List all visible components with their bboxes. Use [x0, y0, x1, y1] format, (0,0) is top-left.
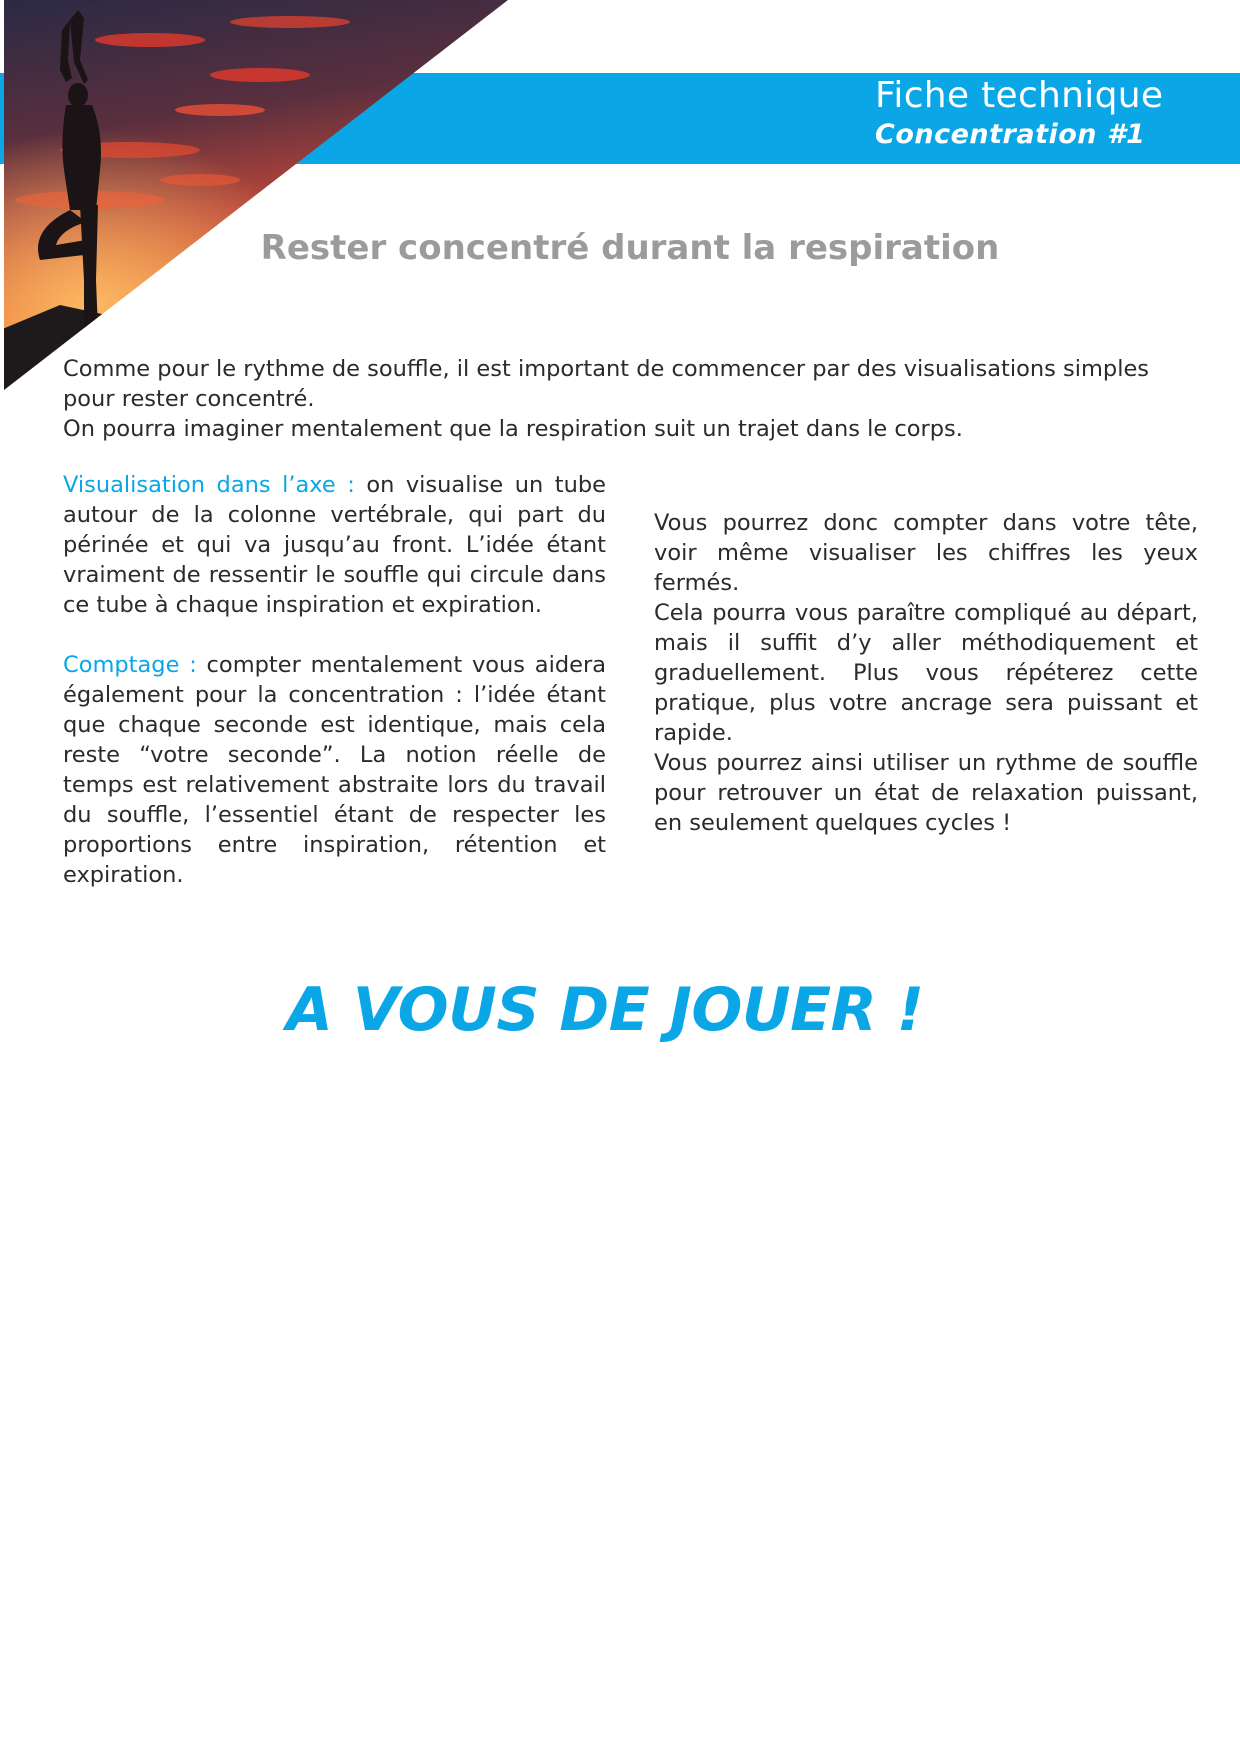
intro-paragraph-2: On pourra imaginer mentalement que la respiration suit un trajet dans le corps. — [63, 416, 963, 442]
right-paragraph-1: Vous pourrez donc compter dans votre tête, voir même visualiser les chiffres les yeux fermés. — [654, 510, 1198, 596]
count-paragraph — [63, 650, 606, 890]
right-column — [654, 508, 1198, 838]
header-title: Fiche technique — [875, 75, 1164, 116]
axis-keyword: Visualisation dans l’axe : — [63, 472, 355, 498]
yoga-photo — [0, 0, 510, 392]
header-title-block — [875, 74, 1235, 152]
right-paragraph-3: Vous pourrez ainsi utiliser un rythme de souffle pour retrouver un état de relaxation puissant, en seulement quelques cycles ! — [654, 750, 1198, 836]
yoga-tree-pose-icon — [0, 0, 510, 392]
count-text: compter mentalement vous aidera également pour la concentration : l’idée étant que chaque seconde est identique, mais cela reste “votre seconde”. La notion réelle de temps est relativement abstraite lors du travail du souffle, l’essentiel étant de respecter les proportions entre inspiration, rétention et expiration. — [63, 652, 606, 888]
page-title: Rester concentré durant la respiration — [260, 228, 1000, 268]
left-column — [63, 470, 606, 890]
intro-paragraph-1: Comme pour le rythme de souffle, il est important de commencer par des visualisations simples pour rester concentré. — [63, 356, 1150, 412]
axis-paragraph — [63, 470, 606, 620]
intro-text — [63, 354, 1203, 444]
right-paragraph-2: Cela pourra vous paraître compliqué au départ, mais il suffit d’y aller méthodiquement et graduellement. Plus vous répéterez cette pratique, plus votre ancrage sera puissant et rapide. — [654, 600, 1198, 746]
call-to-action: A VOUS DE JOUER ! — [286, 975, 924, 1045]
axis-text: on visualise un tube autour de la colonne vertébrale, qui part du périnée et qui va jusqu’au front. L’idée étant vraiment de ressentir le souffle qui circule dans ce tube à chaque inspiration et expiration. — [63, 472, 606, 618]
header-subtitle: Concentration #1 — [875, 119, 1146, 150]
count-keyword: Comptage : — [63, 652, 197, 678]
